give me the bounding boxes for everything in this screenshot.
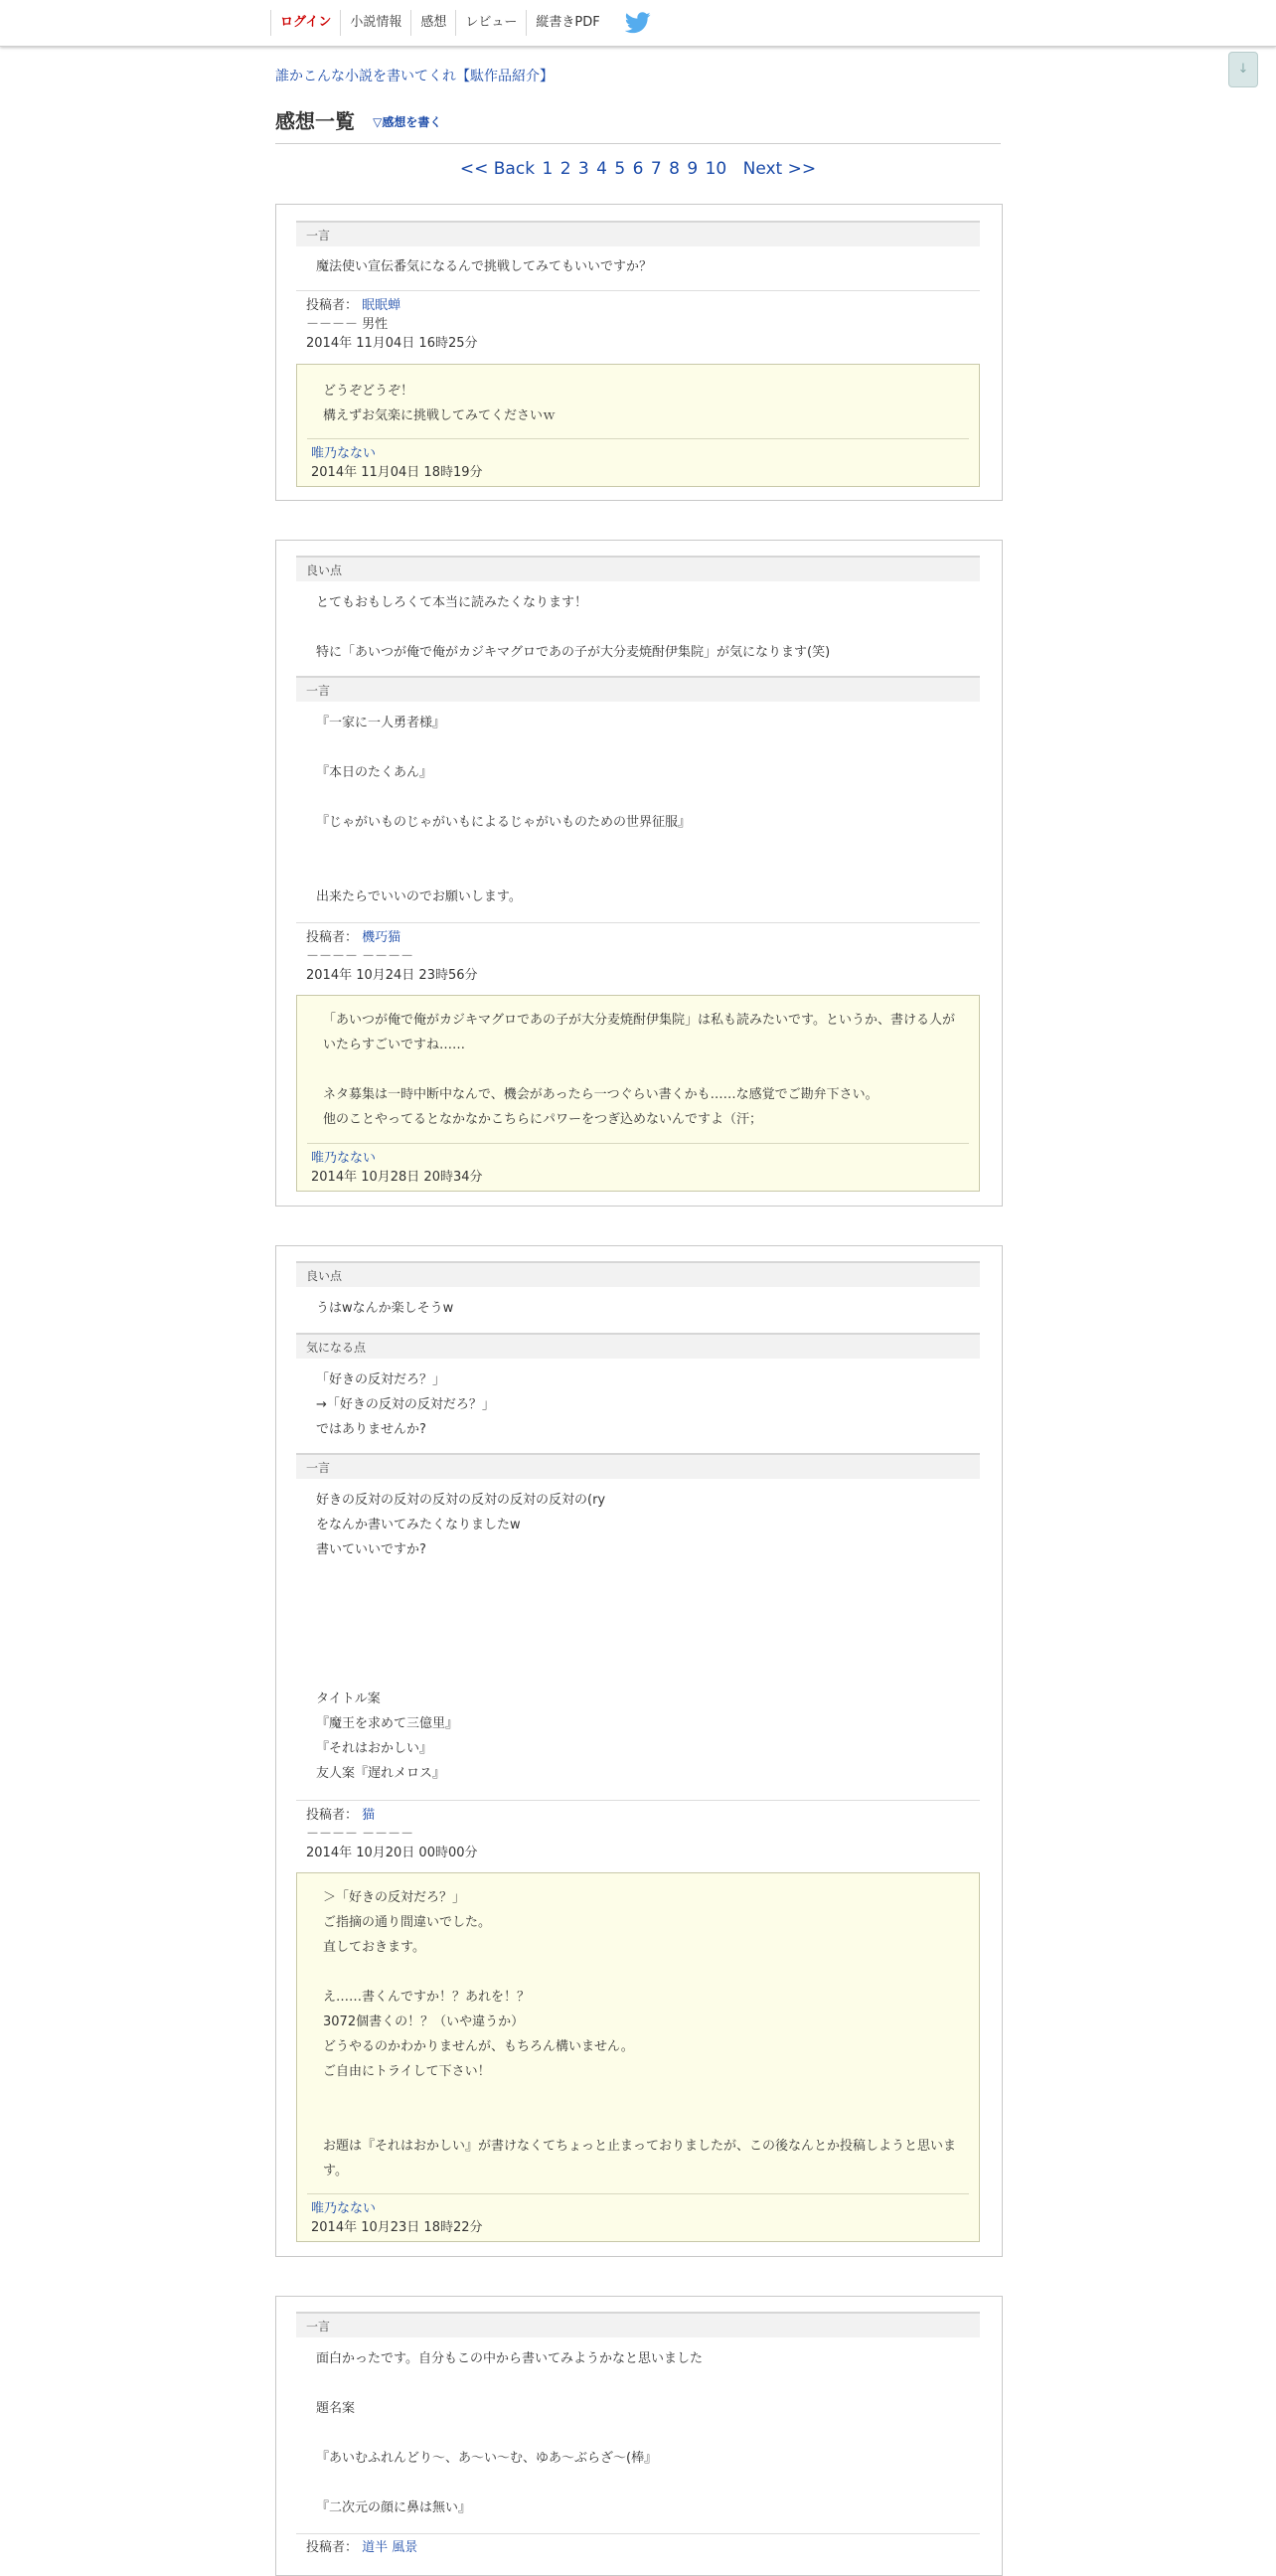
section-text: 『一家に一人勇者様』 『本日のたくあん』 『じゃがいものじゃがいもによるじゃがいものための世界征服』 出来たらでいいのでお願いします。 — [316, 716, 692, 904]
poster-attributes: －－－－ 男性 — [306, 317, 389, 332]
novel-title-link[interactable]: 誰かこんな小説を書いてくれ【駄作品紹介】 — [275, 69, 554, 84]
pager-page-10[interactable]: 10 — [705, 159, 727, 179]
poster-name-link[interactable]: 眠眠蝉 — [362, 298, 401, 313]
poster-name-link[interactable]: 道半 風景 — [362, 2540, 418, 2555]
post-date: 2014年 11月04日 16時25分 — [306, 336, 478, 351]
page-heading — [275, 107, 1001, 144]
poster-info — [306, 1806, 962, 1862]
pagination — [0, 159, 1276, 179]
top-navigation-bar — [0, 0, 1276, 47]
pager-page-6[interactable]: 6 — [632, 159, 644, 179]
section-text: 好きの反対の反対の反対の反対の反対の反対の(ry をなんか書いてみたくなりましたw 書いていいですか? タイトル案 『魔王を求めて三億里』 『それはおかしい』 友人案『遅れメロス』 — [316, 1493, 606, 1781]
section-text: とてもおもしろくて本当に読みたくなります！ 特に「あいつが俺で俺がカジキマグロであの子が大分麦焼酎伊集院」が気になります(笑) — [316, 595, 831, 660]
poster-label: 投稿者： — [306, 930, 359, 945]
divider — [296, 1800, 980, 1801]
page-title: 感想一覧 — [275, 109, 355, 133]
pager-page-8[interactable]: 8 — [669, 159, 680, 179]
section-label: 一言 — [296, 676, 980, 702]
reply-text: どうぞどうぞ！ 構えずお気楽に挑戦してみてくださいｗ — [323, 384, 557, 423]
author-reply — [296, 1872, 980, 2242]
divider — [296, 290, 980, 291]
pager-page-2[interactable]: 2 — [559, 159, 571, 179]
pager-back-link[interactable]: << Back — [459, 159, 536, 179]
pager-next-link[interactable]: Next >> — [742, 159, 817, 179]
pager-page-9[interactable]: 9 — [687, 159, 699, 179]
reply-author-link[interactable]: 唯乃なない — [311, 2201, 377, 2216]
author-reply — [296, 995, 980, 1192]
poster-label: 投稿者： — [306, 298, 359, 313]
poster-info — [306, 2538, 962, 2557]
divider — [296, 922, 980, 923]
section-label: 一言 — [296, 2312, 980, 2337]
reply-text: ＞「好きの反対だろ？」 ご指摘の通り間違いでした。 直しておきます。 え……書くんですか！？あれを！？ 3072個書くの！？（いや違うか） どうやるのかわかりませんが、もちろん構いません。 ご自由にトライして下さい！ お題は『それはおかしい』が書けなくてちょっと止まっておりましたが、この後なんとか投稿しようと思います。 — [323, 1890, 957, 2178]
pager-page-3[interactable]: 3 — [577, 159, 589, 179]
reply-author-link[interactable]: 唯乃なない — [311, 1151, 377, 1166]
review-card — [275, 204, 1003, 501]
section-label: 良い点 — [296, 1261, 980, 1287]
nav-vertical-pdf-link[interactable]: 縦書きPDF — [526, 10, 608, 36]
section-label: 一言 — [296, 1453, 980, 1479]
scroll-down-button[interactable]: ↓ — [1228, 52, 1258, 87]
divider — [296, 2533, 980, 2534]
reply-text: 「あいつが俺で俺がカジキマグロであの子が大分麦焼酎伊集院」は私も読みたいです。というか、書ける人がいたらすごいですね…… ネタ募集は一時中断中なんで、機会があったら一つぐらい書くかも……な感覚でご勘弁下さい。 他のことやってるとなかなかこちらにパワーをつぎ込めないんですよ（汗； — [323, 1013, 955, 1127]
poster-name-link[interactable]: 機巧猫 — [362, 930, 401, 945]
poster-label: 投稿者： — [306, 2540, 359, 2555]
pager-page-5[interactable]: 5 — [614, 159, 626, 179]
section-text: 「好きの反対だろ？」 →「好きの反対の反対だろ？」 ではありませんか? — [316, 1372, 495, 1437]
nav-novel-info-link[interactable]: 小説情報 — [340, 10, 410, 36]
section-label: 気になる点 — [296, 1333, 980, 1359]
poster-label: 投稿者： — [306, 1808, 359, 1823]
divider — [307, 438, 969, 439]
reply-date: 2014年 10月23日 18時22分 — [311, 2220, 483, 2235]
poster-info — [306, 928, 962, 985]
divider — [307, 2193, 969, 2194]
section-label: 一言 — [296, 221, 980, 246]
pager-page-4[interactable]: 4 — [596, 159, 607, 179]
write-impression-link[interactable]: ▽感想を書く — [373, 115, 442, 129]
post-date: 2014年 10月24日 23時56分 — [306, 968, 478, 983]
pager-page-7[interactable]: 7 — [650, 159, 662, 179]
review-card — [275, 1245, 1003, 2257]
reply-author-link[interactable]: 唯乃なない — [311, 446, 377, 461]
review-card — [275, 540, 1003, 1207]
poster-info — [306, 296, 962, 353]
section-text: うはwなんか楽しそうw — [316, 1301, 454, 1316]
reply-date: 2014年 10月28日 20時34分 — [311, 1170, 483, 1185]
review-card — [275, 2296, 1003, 2576]
nav-login-link[interactable]: ログイン — [270, 10, 340, 36]
poster-attributes: －－－－ －－－－ — [306, 1827, 414, 1842]
nav-menu — [270, 10, 655, 36]
section-text: 魔法使い宣伝番気になるんで挑戦してみてもいいですか？ — [316, 259, 653, 274]
poster-name-link[interactable]: 猫 — [362, 1808, 376, 1823]
section-label: 良い点 — [296, 556, 980, 581]
twitter-bird-icon[interactable] — [625, 10, 655, 36]
author-reply — [296, 364, 980, 487]
pager-page-1[interactable]: 1 — [542, 159, 554, 179]
nav-impressions-link[interactable]: 感想 — [410, 10, 455, 36]
divider — [307, 1143, 969, 1144]
reply-date: 2014年 11月04日 18時19分 — [311, 465, 483, 480]
nav-review-link[interactable]: レビュー — [455, 10, 526, 36]
poster-attributes: －－－－ －－－－ — [306, 949, 414, 964]
post-date: 2014年 10月20日 00時00分 — [306, 1846, 478, 1860]
section-text: 面白かったです。自分もこの中から書いてみようかなと思いました 題名案 『あいむふれんどり〜、あ〜い〜む、ゆあ〜ぶらざ〜(棒』 『二次元の顔に鼻は無い』 — [316, 2351, 703, 2515]
